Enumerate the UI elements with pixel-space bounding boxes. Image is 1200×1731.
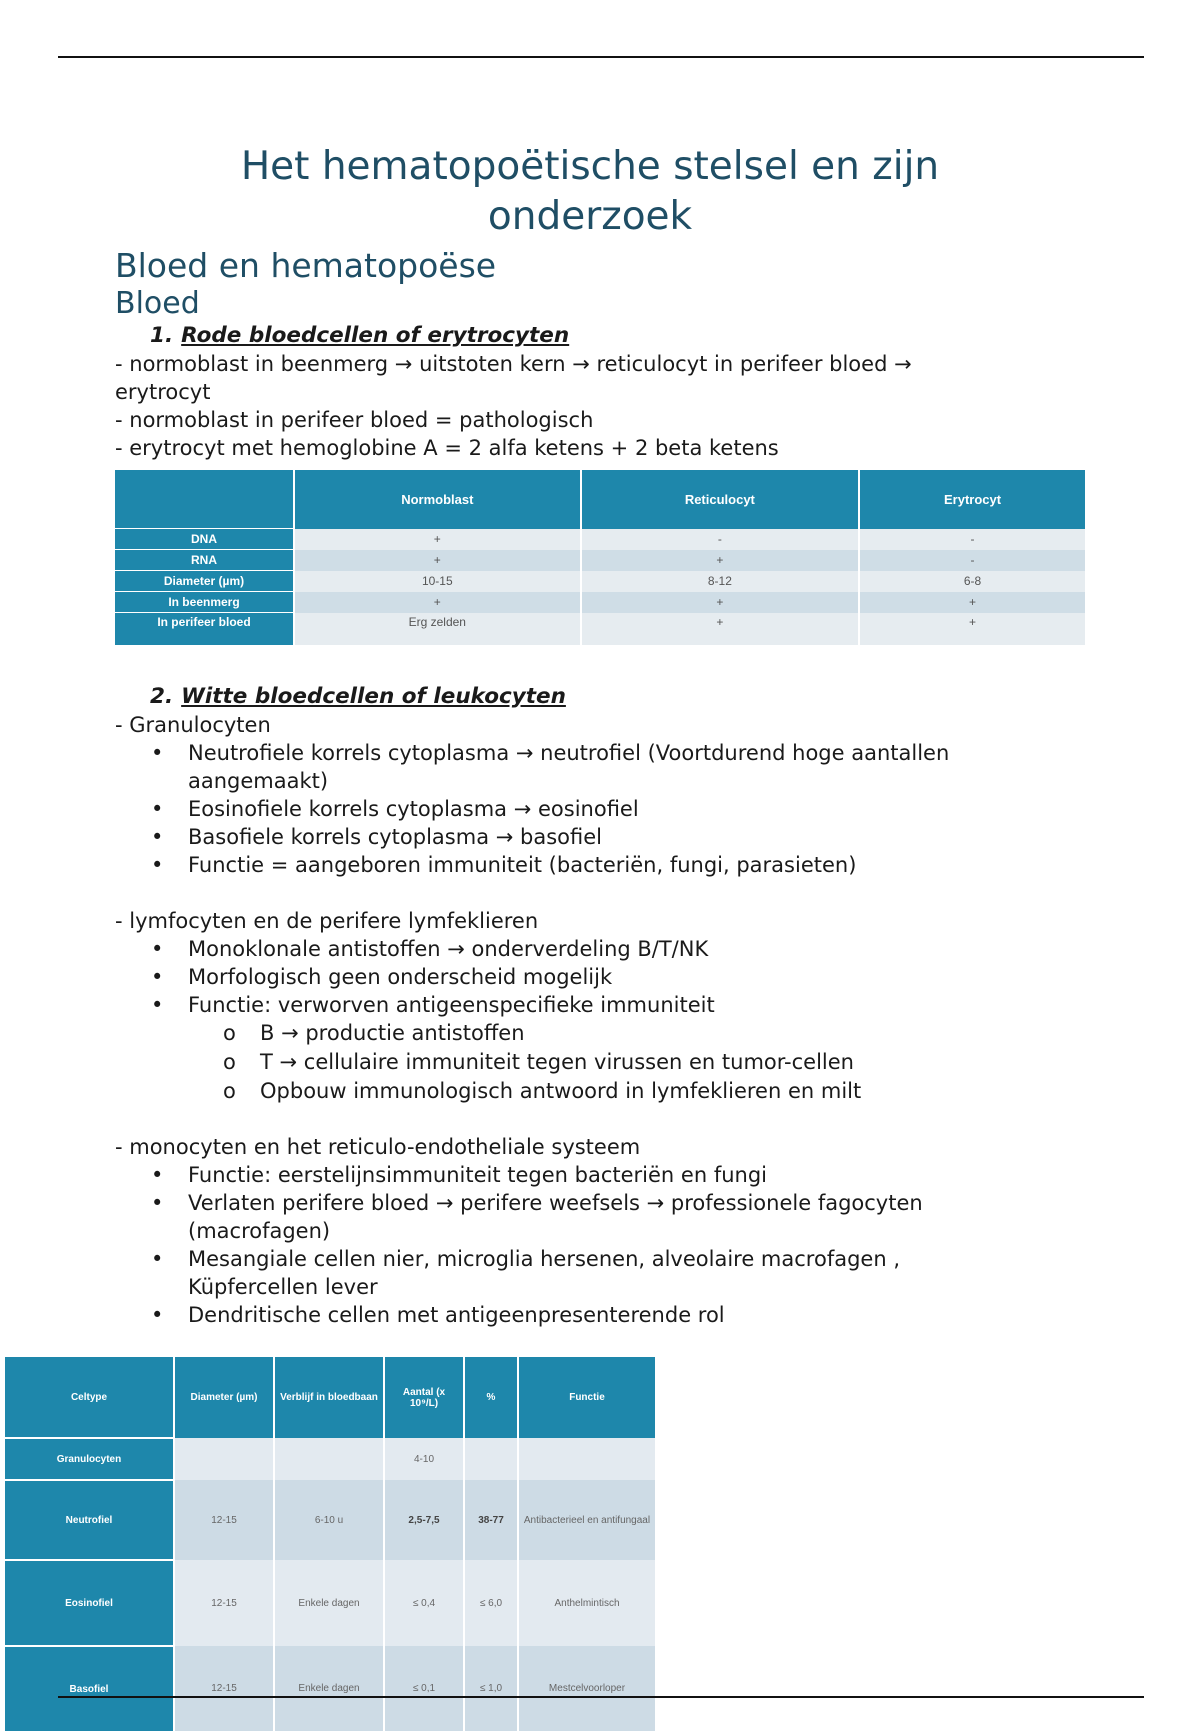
cell-comparison-table [115,470,1085,645]
table-header: Erytrocyt [859,470,1085,529]
table-cell: + [294,529,581,550]
table-cell [464,1438,518,1480]
table-header: % [464,1357,518,1438]
table-header: Normoblast [294,470,581,529]
table-cell: 12-15 [174,1646,274,1731]
section-2-heading [150,683,566,711]
sub-list-item [115,1077,1015,1106]
table-cell: + [294,550,581,571]
table-cell: 10-15 [294,571,581,592]
list-item [115,1161,1015,1189]
table-cell: 12-15 [174,1480,274,1560]
sub-list-item [115,1019,1015,1048]
bullet-icon: • [151,741,164,765]
table-row [115,613,1085,646]
list-item-text: Functie = aangeboren immuniteit (bacteriën, fungi, parasieten) [188,853,857,877]
table-cell: ≤ 0,4 [384,1560,464,1646]
table-header: Functie [518,1357,655,1438]
granulocyten-intro: - Granulocyten [115,713,271,737]
list-item-text: Eosinofiele korrels cytoplasma → eosinofiel [188,797,639,821]
list-item-text: Dendritische cellen met antigeenpresenterende rol [188,1303,725,1327]
list-item-text: Mesangiale cellen nier, microglia hersenen, alveolaire macrofagen , [188,1247,900,1271]
table-cell: + [581,613,860,646]
row-header: DNA [115,529,294,550]
bullet-icon: • [151,1247,164,1271]
list-item [115,795,1015,823]
list-item-text: Neutrofiele korrels cytoplasma → neutrofiel (Voortdurend hoge aantallen [188,741,950,765]
table-row [115,550,1085,571]
list-item-text: Opbouw immunologisch antwoord in lymfeklieren en milt [260,1079,862,1103]
list-item-text: T → cellulaire immuniteit tegen virussen en tumor-cellen [260,1050,854,1074]
list-item-text: B → productie antistoffen [260,1021,525,1045]
table-cell: + [581,550,860,571]
bullet-icon: • [151,1191,164,1215]
text-line: - erytrocyt met hemoglobine A = 2 alfa ketens + 2 beta ketens [115,436,779,460]
text-line: erytrocyt [115,380,211,404]
bottom-rule [58,1696,1144,1698]
table-cell: Erg zelden [294,613,581,646]
list-item-text: Functie: eerstelijnsimmuniteit tegen bacteriën en fungi [188,1163,767,1187]
bullet-icon: • [151,797,164,821]
table-cell: 6-8 [859,571,1085,592]
table-row [5,1560,655,1646]
lymfocyten-intro: - lymfocyten en de perifere lymfeklieren [115,909,539,933]
list-item [115,991,1015,1019]
table-header: Reticulocyt [581,470,860,529]
circle-bullet-icon: o [223,1050,236,1074]
list-item-text: aangemaakt) [188,769,329,793]
table-cell: 38-77 [464,1480,518,1560]
bullet-icon: • [151,965,164,989]
list-item [115,1245,1015,1301]
table-row [115,592,1085,613]
text-line: - normoblast in beenmerg → uitstoten kern → reticulocyt in perifeer bloed → [115,352,912,376]
circle-bullet-icon: o [223,1079,236,1103]
circle-bullet-icon: o [223,1021,236,1045]
row-header: In perifeer bloed [115,613,294,646]
section-2-number: 2. [150,684,174,709]
bullet-icon: • [151,825,164,849]
table-header: Verblijf in bloedbaan [274,1357,384,1438]
text-line: - normoblast in perifeer bloed = pathologisch [115,408,594,432]
row-header: Basofiel [5,1646,174,1731]
bullet-icon: • [151,993,164,1017]
table-cell [274,1438,384,1480]
leukocyte-table [5,1357,655,1731]
list-item-text: Functie: verworven antigeenspecifieke immuniteit [188,993,715,1017]
monocyten-block [115,1133,1015,1329]
table-cell: ≤ 6,0 [464,1560,518,1646]
table-cell: - [859,550,1085,571]
table-cell [174,1438,274,1480]
table-cell: ≤ 1,0 [464,1646,518,1731]
list-item [115,1189,1015,1245]
table-cell: 4-10 [384,1438,464,1480]
monocyten-intro: - monocyten en het reticulo-endotheliale systeem [115,1135,641,1159]
list-item-text: Monoklonale antistoffen → onderverdeling B/T/NK [188,937,709,961]
list-item [115,739,1015,795]
table-row [5,1438,655,1480]
section-1-heading [150,322,569,350]
table-row [5,1646,655,1731]
table-cell: ≤ 0,1 [384,1646,464,1731]
sub-list-item [115,1048,1015,1077]
row-header: Diameter (µm) [115,571,294,592]
list-item-text: Morfologisch geen onderscheid mogelijk [188,965,613,989]
table-cell: - [581,529,860,550]
table-cell: Antibacterieel en antifungaal [518,1480,655,1560]
table-row [115,571,1085,592]
list-item [115,823,1015,851]
table-cell: + [859,613,1085,646]
row-header: Granulocyten [5,1438,174,1480]
table-cell: 2,5-7,5 [384,1480,464,1560]
section-1-number: 1. [150,323,174,348]
table-cell: 8-12 [581,571,860,592]
section-2-label: Witte bloedcellen of leukocyten [181,684,566,709]
list-item-text: Basofiele korrels cytoplasma → basofiel [188,825,602,849]
table-cell: 12-15 [174,1560,274,1646]
table-row [115,529,1085,550]
table-cell: + [581,592,860,613]
table-cell: Mestcelvoorloper [518,1646,655,1731]
table-cell: Enkele dagen [274,1560,384,1646]
granulocyten-block [115,711,1015,879]
table-cell: 6-10 u [274,1480,384,1560]
list-item [115,1301,1015,1329]
table-header-row [115,470,1085,529]
table-header: Diameter (µm) [174,1357,274,1438]
top-rule [58,56,1144,58]
table-cell: - [859,529,1085,550]
list-item-text: Küpfercellen lever [188,1275,378,1299]
list-item [115,935,1015,963]
row-header: Eosinofiel [5,1560,174,1646]
table-header: Celtype [5,1357,174,1438]
section-1-label: Rode bloedcellen of erytrocyten [181,323,570,348]
bullet-icon: • [151,853,164,877]
bullet-icon: • [151,1163,164,1187]
list-item-text: (macrofagen) [188,1219,331,1243]
table-header: Aantal (x 10⁹/L) [384,1357,464,1438]
table-cell: + [294,592,581,613]
table-cell [518,1438,655,1480]
table-cell: Enkele dagen [274,1646,384,1731]
heading-bloed: Bloed [115,286,200,321]
row-header: RNA [115,550,294,571]
row-header: In beenmerg [115,592,294,613]
table-header [115,470,294,529]
page-title: Het hematopoëtische stelsel en zijn onderzoek [240,144,940,239]
heading-bloed-en-hematopoese: Bloed en hematopoëse [115,246,497,285]
list-item [115,963,1015,991]
bullet-icon: • [151,1303,164,1327]
section-1-text [115,350,1015,462]
list-item-text: Verlaten perifere bloed → perifere weefsels → professionele fagocyten [188,1191,923,1215]
lymfocyten-block [115,907,1015,1106]
list-item [115,851,1015,879]
table-header-row [5,1357,655,1438]
table-cell: + [859,592,1085,613]
row-header: Neutrofiel [5,1480,174,1560]
table-row [5,1480,655,1560]
bullet-icon: • [151,937,164,961]
table-cell: Anthelmintisch [518,1560,655,1646]
